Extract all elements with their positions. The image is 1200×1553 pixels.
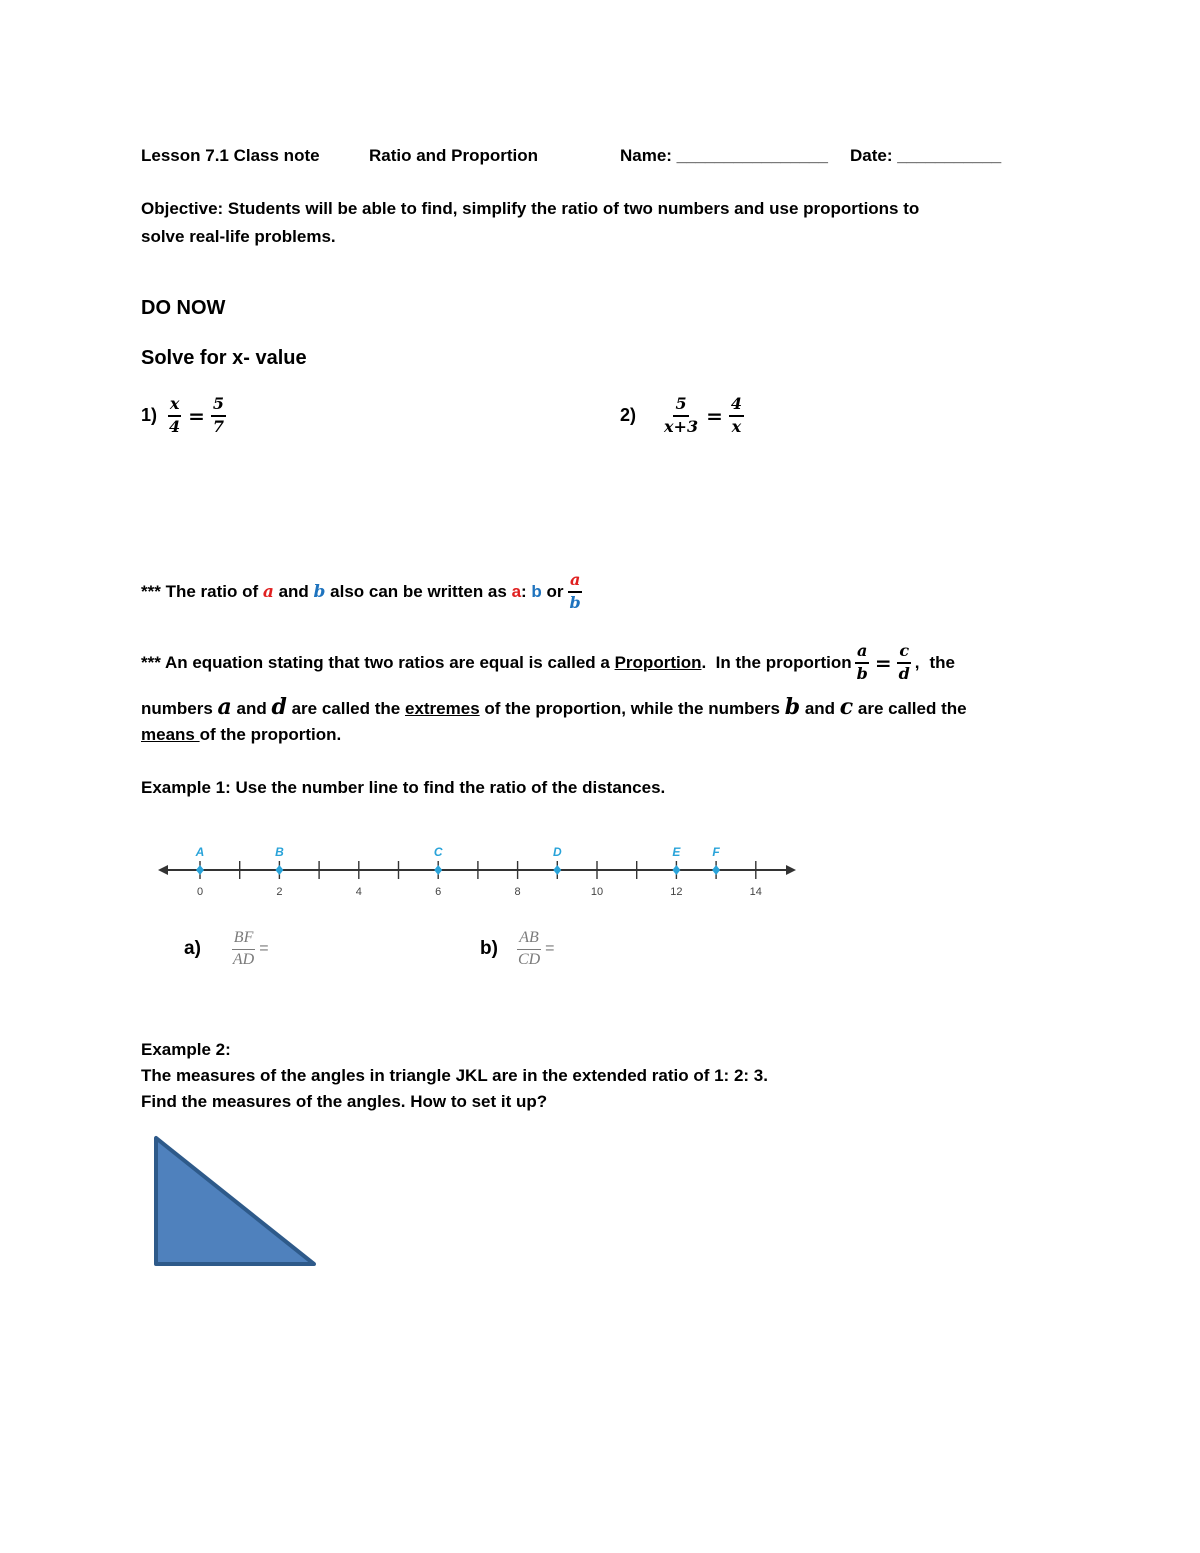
number-line-point-label: D: [552, 845, 562, 859]
ratio-colon: :: [521, 581, 532, 601]
proportion-note-text: *** An equation stating that two ratios are equal is called a: [141, 652, 615, 672]
proportion-note-line-1: [141, 643, 955, 683]
fraction-numerator: BF: [232, 930, 256, 950]
number-line-point-f: [712, 865, 720, 875]
variable-c: c: [839, 694, 854, 720]
number-line-arrow-left: [158, 865, 168, 875]
problem-1-label: 1): [141, 405, 158, 426]
proportion-note-text: of the proportion, while the numbers: [479, 699, 785, 718]
example-1-prompt: Example 1: Use the number line to find the ratio of the distances.: [141, 778, 666, 797]
number-line-arrow-right: [786, 865, 796, 875]
fraction-numerator: 4: [729, 396, 744, 417]
fraction-denominator: x+3: [664, 416, 699, 436]
proportion-note-text: numbers: [141, 699, 218, 718]
lesson-topic: Ratio and Proportion: [369, 146, 539, 165]
fraction-denominator: AD: [232, 950, 255, 968]
part-a-label: a): [184, 938, 201, 960]
proportion-note-text: and: [231, 699, 272, 718]
number-line-tick-label: 12: [670, 886, 683, 898]
proportion-note-text: are called the: [286, 699, 405, 718]
ratio-note: [141, 572, 586, 612]
number-line-point-label: E: [672, 845, 681, 859]
number-line-point-c: [434, 865, 442, 875]
triangle-figure: [150, 1132, 325, 1272]
fraction-denominator: 7: [212, 416, 225, 436]
ratio-or: or: [541, 581, 564, 601]
ratio-a: a: [511, 581, 522, 601]
objective-line-1: Objective: Students will be able to find, simplify the ratio of two numbers and use proportions to: [141, 199, 920, 218]
equals-sign: =: [259, 940, 269, 958]
variable-b: b: [313, 581, 326, 602]
proportion-note-text: are called the: [853, 699, 967, 718]
equals-sign: =: [706, 403, 723, 428]
date-field: Date: ___________: [850, 146, 1002, 165]
number-line-tick-label: 8: [514, 886, 521, 898]
number-line-tick-label: 4: [355, 886, 362, 898]
fraction-numerator: a: [855, 643, 869, 664]
ratio-note-mid: also can be written as: [325, 581, 512, 601]
number-line-tick-label: 2: [276, 886, 283, 898]
number-line-point-a: [196, 865, 204, 875]
number-line-point-label: B: [275, 845, 284, 859]
do-now-subtitle: Solve for x- value: [141, 347, 307, 369]
fraction-denominator: 4: [169, 416, 181, 436]
proportion-note-text: of the proportion.: [199, 725, 342, 744]
triangle-jkl: [156, 1138, 314, 1264]
problem-2-fraction-left: [662, 396, 700, 436]
number-line-group: [158, 845, 796, 898]
proportion-note-mid: . In the proportion: [701, 652, 852, 672]
number-line-point-label: C: [433, 845, 443, 859]
equals-sign: =: [545, 940, 555, 958]
proportion-fraction-ab: [855, 643, 870, 683]
equals-sign: =: [874, 650, 892, 675]
example-2-line-2: Find the measures of the angles. How to set it up?: [141, 1092, 548, 1111]
example-2-line-1: The measures of the angles in triangle JKL are in the extended ratio of 1: 2: 3.: [141, 1066, 768, 1085]
proportion-note-text: and: [800, 699, 840, 718]
example-2-title: Example 2:: [141, 1040, 231, 1059]
variable-a: a: [217, 694, 232, 720]
problem-1-fraction-left: [167, 396, 182, 436]
fraction-denominator: d: [898, 663, 910, 683]
term-extremes: extremes: [404, 699, 480, 718]
fraction-denominator: b: [856, 663, 868, 683]
lesson-title: Lesson 7.1 Class note: [141, 146, 320, 165]
proportion-note-line-2: [141, 694, 967, 720]
fraction-denominator: CD: [517, 950, 541, 968]
proportion-comma: ,: [914, 652, 920, 672]
fraction-numerator: AB: [517, 930, 541, 950]
number-line-point-label: F: [712, 845, 720, 859]
ratio-b: b: [531, 581, 542, 601]
fraction-numerator: 5: [211, 396, 226, 417]
fraction-numerator: c: [897, 643, 911, 664]
name-field: Name: ________________: [620, 146, 828, 165]
fraction-numerator: a: [568, 572, 582, 593]
number-line-tick-label: 0: [196, 886, 204, 898]
term-proportion: Proportion: [614, 652, 702, 672]
variable-b: b: [784, 694, 801, 720]
problem-2-fraction-right: [729, 396, 744, 436]
part-b-fraction: [516, 930, 542, 969]
variable-d: d: [271, 694, 287, 720]
fraction-numerator: 5: [673, 396, 688, 417]
fraction-denominator: x: [731, 416, 742, 436]
equals-sign: =: [188, 403, 205, 428]
number-line-tick-label: 10: [590, 886, 604, 898]
example-1-part-a: [184, 930, 269, 969]
fraction-numerator: x: [168, 396, 182, 417]
do-now-heading: DO NOW: [141, 297, 226, 319]
proportion-note-the: the: [929, 652, 956, 672]
number-line-point-e: [672, 865, 680, 875]
number-line-tick-label: 14: [749, 886, 762, 898]
number-line-point-b: [275, 865, 283, 875]
fraction-denominator: b: [569, 592, 581, 612]
ratio-fraction: [568, 572, 583, 612]
part-a-fraction: [231, 930, 256, 969]
objective-line-2: solve real-life problems.: [141, 227, 336, 246]
proportion-note-line-3: [141, 725, 341, 745]
number-line-point-label: A: [195, 845, 205, 859]
number-line-point-d: [553, 865, 561, 875]
example-1-part-b: [480, 930, 555, 969]
variable-a: a: [262, 581, 274, 602]
ratio-note-text: *** The ratio of: [141, 581, 263, 601]
problem-1: [141, 396, 229, 436]
term-means: means: [141, 725, 200, 744]
problem-1-fraction-right: [211, 396, 226, 436]
problem-2: [620, 396, 747, 436]
part-b-label: b): [480, 938, 498, 960]
problem-2-label: 2): [620, 405, 637, 426]
number-line: [150, 836, 810, 906]
ratio-note-and: and: [273, 581, 314, 601]
proportion-fraction-cd: [897, 643, 912, 683]
number-line-tick-label: 6: [435, 886, 442, 898]
